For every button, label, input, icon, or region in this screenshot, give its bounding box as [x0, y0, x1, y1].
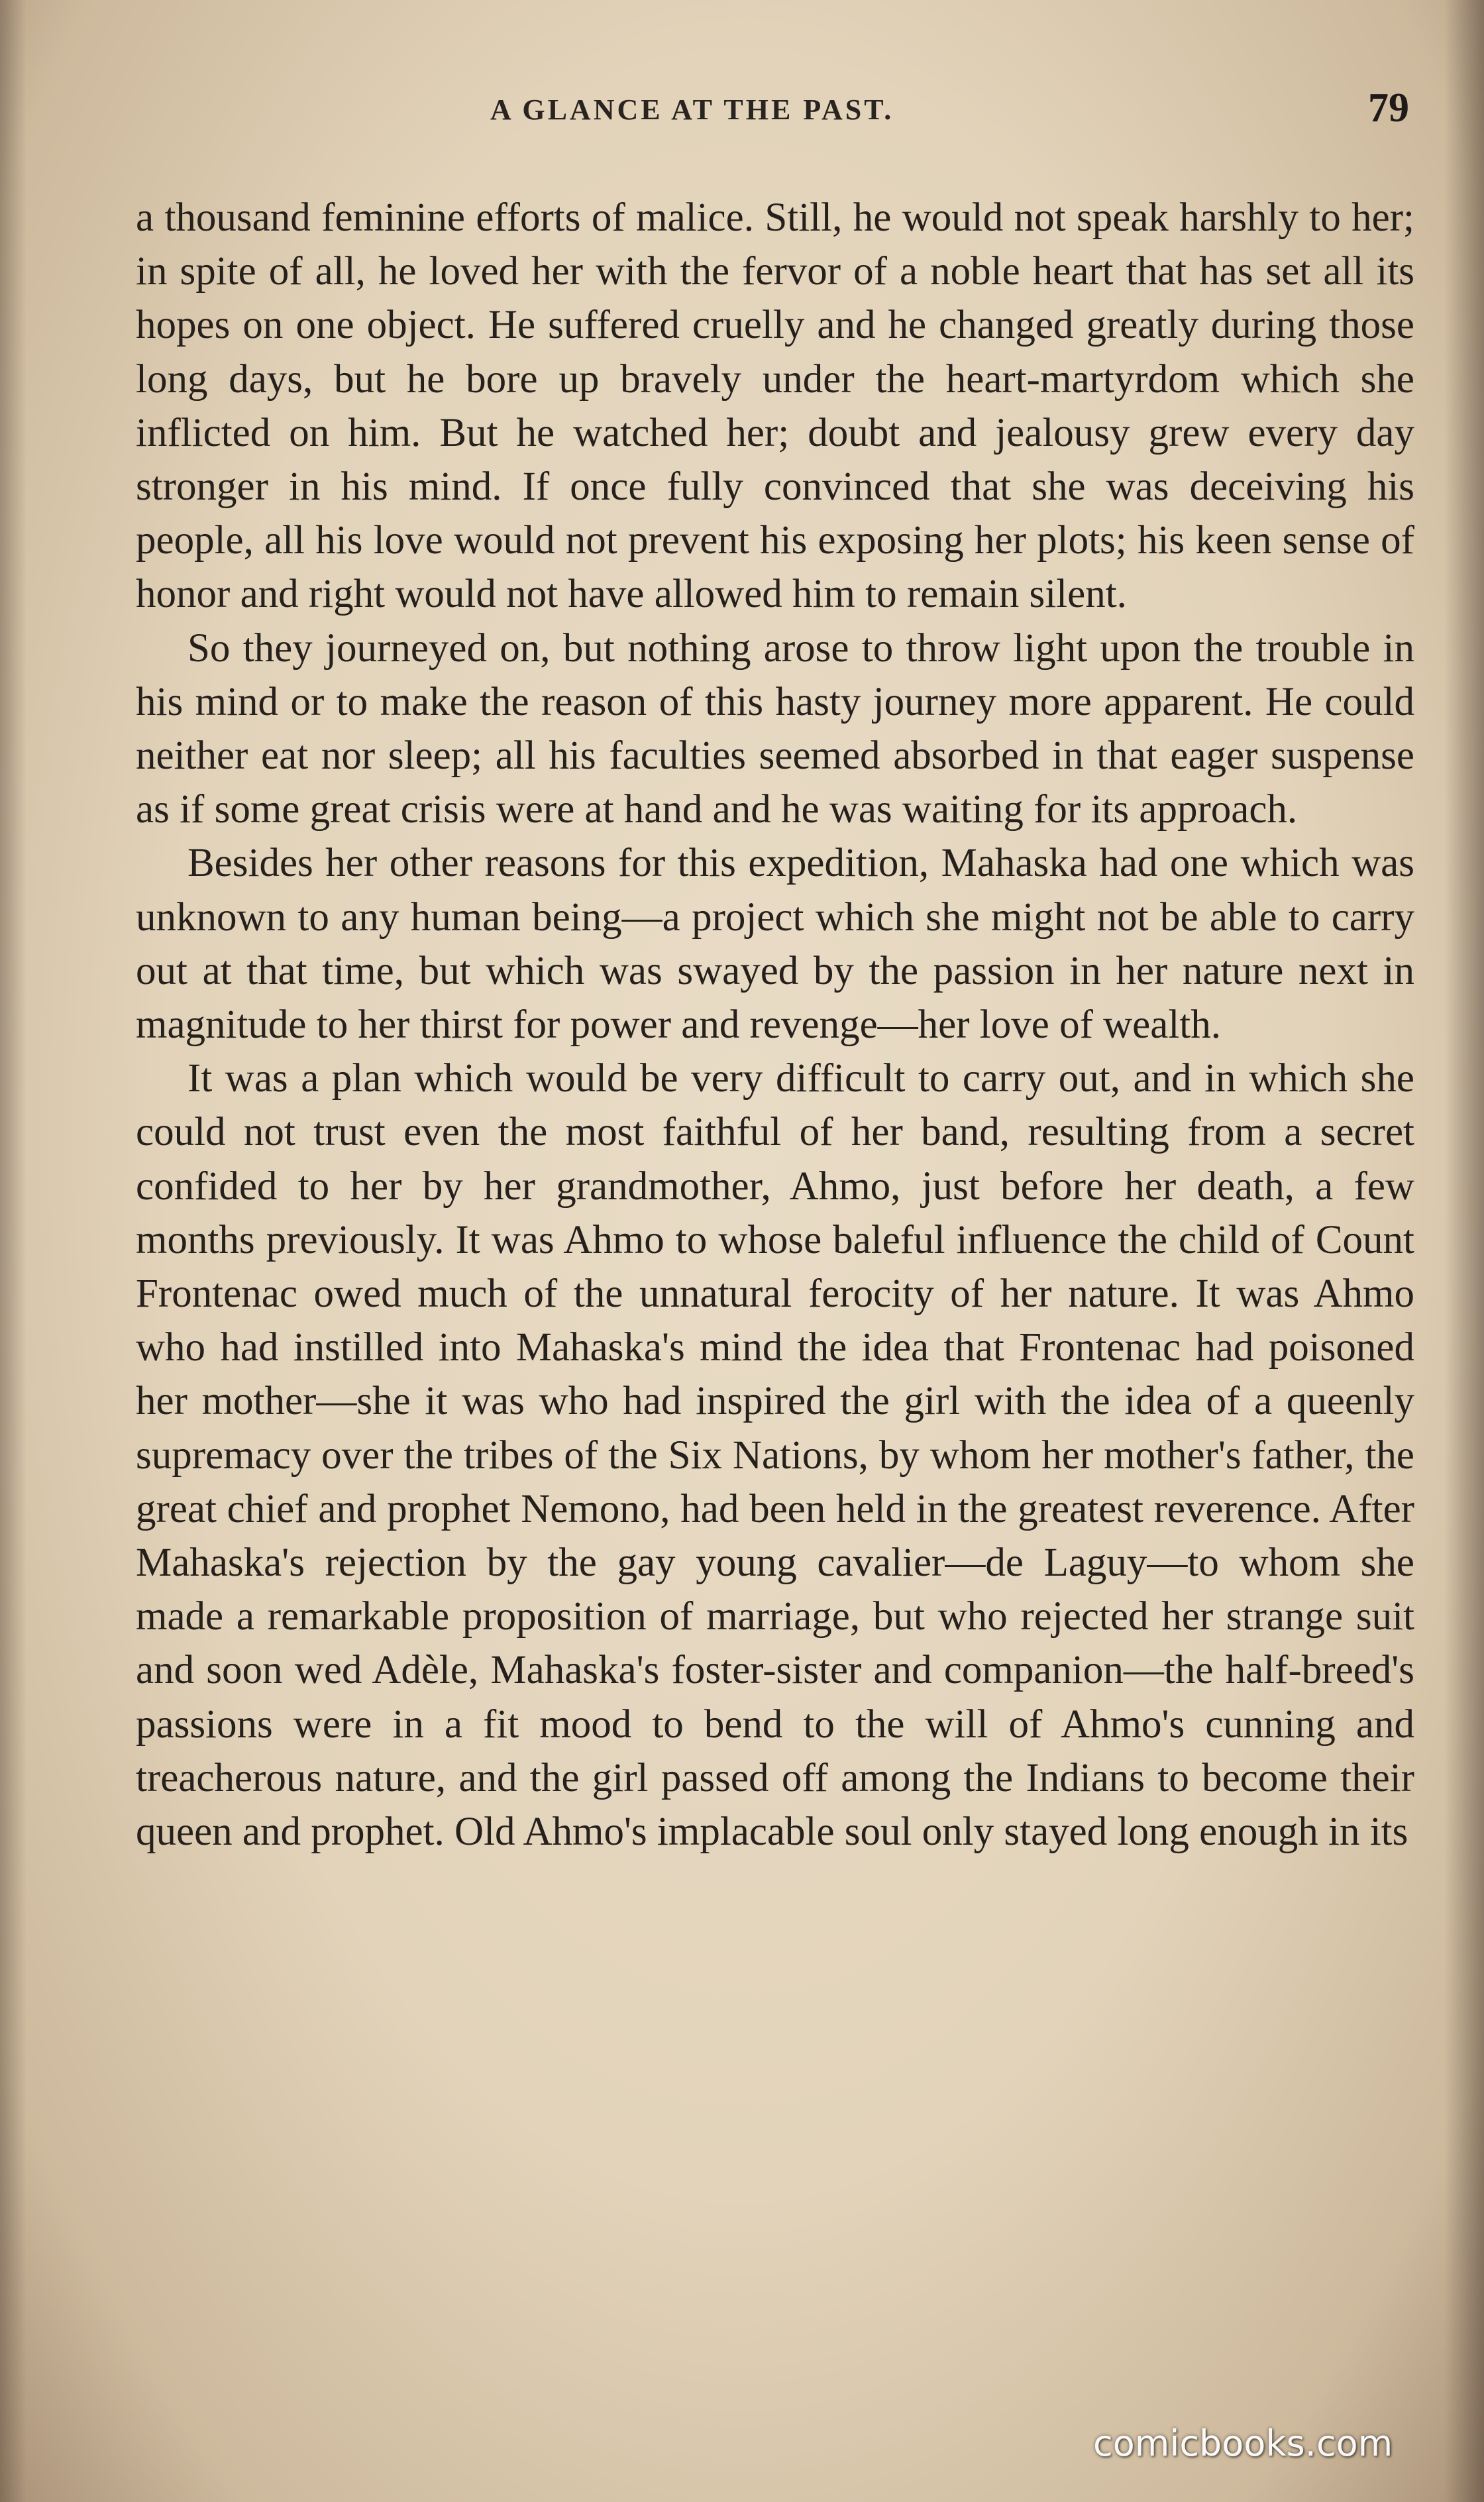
running-title: A GLANCE AT THE PAST.	[490, 93, 894, 126]
paragraph: Besides her other reasons for this expedition, Mahaska had one which was unknown to any human being—a project which she might not be able to carry out at that time, but which was swayed by the passion in her nature next in magnitude to her thirst for power and revenge—her love of wealth.	[136, 841, 1414, 1048]
paragraph: So they journeyed on, but nothing arose to throw light upon the trouble in his mind or to make the reason of this hasty journey more apparent. He could neither eat nor sleep; all his faculties seemed absorbed in that eager suspense as if some great crisis were at hand and he was waiting for its approach.	[136, 626, 1414, 832]
page-left-shadow	[0, 0, 26, 2502]
site-watermark: comicbooks.com	[1093, 2422, 1393, 2464]
body-text	[136, 191, 1414, 1859]
page-right-shadow	[1444, 0, 1484, 2502]
page-number: 79	[1368, 85, 1409, 131]
paragraph-continuation: a thousand feminine efforts of malice. Still, he would not speak harshly to her; in spite of all, he loved her with the fervor of a noble heart that has set all its hopes on one object. He suffered cruelly and he changed greatly during those long days, but he bore up bravely under the heart-martyrdom which she inflicted on him. But he watched her; doubt and jealousy grew every day stronger in his mind. If once fully convinced that she was deceiving his people, all his love would not prevent his exposing her plots; his keen sense of honor and right would not have allowed him to remain silent.	[136, 195, 1414, 617]
paragraph: It was a plan which would be very difficult to carry out, and in which she could not trust even the most faithful of her band, resulting from a secret confided to her by her grandmother, Ahmo, just before her death, a few months previously. It was Ahmo to whose baleful influence the child of Count Frontenac owed much of the unnatural ferocity of her nature. It was Ahmo who had instilled into Mahaska's mind the idea that Frontenac had poisoned her mother—she it was who had inspired the girl with the idea of a queenly supremacy over the tribes of the Six Nations, by whom her mother's father, the great chief and prophet Nemono, had been held in the greatest reverence. After Mahaska's rejection by the gay young cavalier—de Laguy—to whom she made a remarkable proposition of marriage, but who rejected her strange suit and soon wed Adèle, Mahaska's foster-sister and companion—the half-breed's passions were in a fit mood to bend to the will of Ahmo's cunning and treacherous nature, and the girl passed off among the Indians to become their queen and prophet. Old Ahmo's implacable soul only stayed long enough in its	[136, 1056, 1414, 1855]
